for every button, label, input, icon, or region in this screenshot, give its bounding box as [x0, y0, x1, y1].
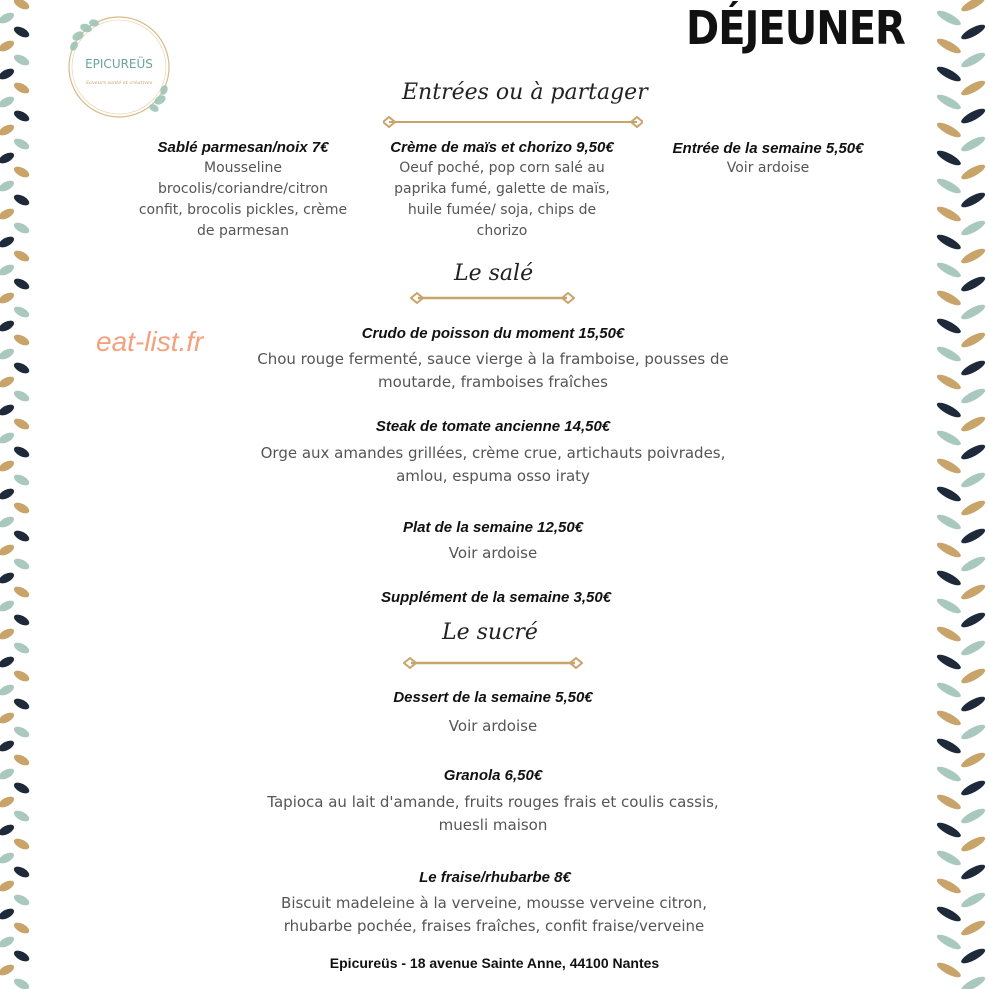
leaf-icon: [935, 876, 963, 896]
footer-address: Epicureüs - 18 avenue Sainte Anne, 44100 Nantes: [329, 955, 660, 971]
leaf-icon: [935, 764, 963, 784]
leaf-icon: [959, 246, 987, 266]
leaf-icon: [0, 122, 16, 137]
leaf-icon: [935, 820, 963, 840]
leaf-icon: [959, 50, 987, 70]
leaf-icon: [0, 66, 16, 81]
leaf-icon: [959, 526, 987, 546]
leaf-icon: [0, 514, 16, 529]
leaf-icon: [959, 190, 987, 210]
leaf-icon: [12, 668, 31, 683]
leaf-icon: [959, 918, 987, 938]
section-title-entrees: Entrées ou à partager: [402, 80, 648, 105]
leaf-icon: [935, 232, 963, 252]
leaf-icon: [12, 724, 31, 739]
leaf-icon: [0, 598, 16, 613]
logo: [64, 14, 174, 120]
leaf-icon: [959, 974, 987, 989]
leaf-icon: [959, 610, 987, 630]
leaf-icon: [0, 934, 16, 949]
leaf-icon: [12, 276, 31, 291]
leaf-icon: [0, 906, 16, 921]
dish-description: Chou rouge fermenté, sauce vierge à la framboise, pousses de moutarde, framboises fraîches: [257, 350, 729, 391]
leaf-icon: [935, 932, 963, 952]
right-leaf-border: [925, 0, 989, 989]
leaf-icon: [959, 162, 987, 182]
leaf-icon: [959, 274, 987, 294]
leaf-icon: [959, 750, 987, 770]
leaf-icon: [959, 554, 987, 574]
dish-description: Mousseline brocolis/coriandre/citron confit, brocolis pickles, crème de parmesan: [138, 160, 348, 239]
leaf-icon: [0, 346, 16, 361]
leaf-icon: [12, 808, 31, 823]
dish-description: Voir ardoise: [448, 717, 538, 735]
leaf-icon: [935, 316, 963, 336]
leaf-icon: [0, 710, 16, 725]
leaf-icon: [12, 640, 31, 655]
logo-tagline: Saveurs santé et créatives: [85, 80, 153, 86]
leaf-icon: [12, 500, 31, 515]
leaf-icon: [12, 332, 31, 347]
leaf-icon: [0, 94, 16, 109]
leaf-icon: [0, 738, 16, 753]
leaf-icon: [12, 444, 31, 459]
leaf-icon: [12, 780, 31, 795]
leaf-icon: [12, 892, 31, 907]
watermark: eat-list.fr: [96, 326, 204, 357]
leaf-icon: [12, 220, 31, 235]
leaf-icon: [935, 792, 963, 812]
leaf-icon: [935, 428, 963, 448]
leaf-icon: [0, 878, 16, 893]
leaf-icon: [12, 388, 31, 403]
dish-name: Supplément de la semaine 3,50€: [380, 589, 612, 606]
leaf-icon: [959, 498, 987, 518]
leaf-icon: [959, 666, 987, 686]
leaf-icon: [959, 442, 987, 462]
leaf-icon: [0, 430, 16, 445]
leaf-icon: [0, 150, 16, 165]
leaf-icon: [935, 120, 963, 140]
leaf-icon: [959, 0, 987, 14]
dish-description: Oeuf poché, pop corn salé au paprika fumé, galette de maïs, huile fumée/ soja, chips de chorizo: [394, 160, 610, 239]
dish-name: Le fraise/rhubarbe 8€: [419, 869, 571, 886]
leaf-icon: [935, 904, 963, 924]
leaf-icon: [0, 374, 16, 389]
leaf-icon: [959, 330, 987, 350]
leaf-icon: [935, 8, 963, 28]
leaf-icon: [959, 302, 987, 322]
leaf-icon: [959, 78, 987, 98]
leaf-icon: [0, 766, 16, 781]
leaf-icon: [0, 794, 16, 809]
dish-name: Dessert de la semaine 5,50€: [393, 689, 593, 706]
leaf-icon: [12, 920, 31, 935]
left-leaf-border: [0, 0, 40, 989]
leaf-icon: [959, 106, 987, 126]
leaf-icon: [12, 80, 31, 95]
leaf-icon: [935, 624, 963, 644]
leaf-icon: [935, 288, 963, 308]
dish-name: Crème de maïs et chorizo 9,50€: [390, 139, 614, 156]
leaf-icon: [0, 10, 16, 25]
leaf-icon: [935, 260, 963, 280]
leaf-icon: [959, 22, 987, 42]
leaf-icon: [935, 680, 963, 700]
leaf-icon: [935, 372, 963, 392]
leaf-icon: [959, 890, 987, 910]
leaf-icon: [935, 568, 963, 588]
dish-name: Steak de tomate ancienne 14,50€: [375, 418, 611, 435]
leaf-icon: [12, 752, 31, 767]
leaf-icon: [12, 836, 31, 851]
dish-description: Orge aux amandes grillées, crème crue, artichauts poivrades, amlou, espuma osso iraty: [260, 444, 726, 485]
leaf-icon: [935, 540, 963, 560]
leaf-icon: [935, 484, 963, 504]
dish-name: Sablé parmesan/noix 7€: [157, 139, 329, 156]
leaf-icon: [935, 92, 963, 112]
leaf-icon: [0, 850, 16, 865]
logo-text: EPICUREÜS: [85, 57, 153, 71]
leaf-icon: [0, 318, 16, 333]
leaf-icon: [0, 206, 16, 221]
leaf-icon: [12, 360, 31, 375]
leaf-icon: [12, 164, 31, 179]
dish-description: Biscuit madeleine à la verveine, mousse verveine citron, rhubarbe pochée, fraises fraîches, confit fraise/verveine: [281, 894, 707, 935]
section-title-sale: Le salé: [454, 261, 534, 286]
leaf-icon: [959, 218, 987, 238]
leaf-icon: [935, 176, 963, 196]
leaf-icon: [959, 358, 987, 378]
ornament-divider-icon: [410, 291, 575, 305]
leaf-icon: [12, 108, 31, 123]
dish-name: Crudo de poisson du moment 15,50€: [361, 325, 625, 342]
leaf-icon: [12, 52, 31, 67]
leaf-icon: [0, 486, 16, 501]
leaf-icon: [12, 248, 31, 263]
leaf-icon: [959, 778, 987, 798]
leaf-icon: [0, 402, 16, 417]
ornament-divider-icon: [383, 116, 643, 128]
leaf-icon: [959, 582, 987, 602]
menu-title: DÉJEUNER: [686, 2, 905, 56]
leaf-pattern-icon: [925, 0, 989, 989]
leaf-icon: [959, 386, 987, 406]
leaf-icon: [0, 542, 16, 557]
leaf-icon: [0, 290, 16, 305]
leaf-icon: [12, 304, 31, 319]
leaf-icon: [0, 626, 16, 641]
leaf-icon: [959, 414, 987, 434]
leaf-icon: [959, 722, 987, 742]
leaf-icon: [935, 204, 963, 224]
leaf-icon: [935, 400, 963, 420]
leaf-icon: [12, 136, 31, 151]
leaf-icon: [935, 64, 963, 84]
leaf-icon: [935, 148, 963, 168]
leaf-icon: [959, 694, 987, 714]
leaf-icon: [12, 976, 31, 989]
leaf-icon: [935, 736, 963, 756]
dish-description: Voir ardoise: [726, 160, 810, 176]
leaf-icon: [0, 654, 16, 669]
leaf-pattern-icon: [0, 0, 40, 989]
leaf-icon: [959, 862, 987, 882]
leaf-icon: [12, 864, 31, 879]
ornament-divider-icon: [403, 656, 583, 670]
leaf-icon: [935, 456, 963, 476]
leaf-icon: [12, 0, 31, 12]
leaf-icon: [12, 416, 31, 431]
leaf-icon: [0, 178, 16, 193]
leaf-icon: [12, 696, 31, 711]
leaf-icon: [12, 612, 31, 627]
dish-name: Plat de la semaine 12,50€: [402, 519, 584, 536]
dish-name: Granola 6,50€: [443, 767, 543, 784]
leaf-icon: [935, 848, 963, 868]
leaf-icon: [935, 708, 963, 728]
leaf-icon: [0, 822, 16, 837]
dish-description: Voir ardoise: [448, 544, 538, 562]
leaf-icon: [0, 234, 16, 249]
leaf-icon: [12, 556, 31, 571]
dish-name: Entrée de la semaine 5,50€: [672, 140, 864, 157]
leaf-icon: [935, 344, 963, 364]
leaf-icon: [935, 36, 963, 56]
leaf-icon: [12, 472, 31, 487]
leaf-icon: [935, 596, 963, 616]
leaf-icon: [959, 834, 987, 854]
leaf-icon: [0, 38, 16, 53]
leaf-icon: [12, 584, 31, 599]
leaf-icon: [0, 570, 16, 585]
leaf-icon: [0, 682, 16, 697]
leaf-icon: [959, 134, 987, 154]
leaf-icon: [12, 24, 31, 39]
leaf-icon: [959, 806, 987, 826]
leaf-icon: [959, 638, 987, 658]
leaf-icon: [935, 512, 963, 532]
leaf-icon: [935, 652, 963, 672]
leaf-icon: [12, 528, 31, 543]
leaf-icon: [0, 262, 16, 277]
section-title-sucre: Le sucré: [442, 620, 538, 645]
leaf-icon: [12, 192, 31, 207]
leaf-icon: [959, 470, 987, 490]
dish-description: Tapioca au lait d'amande, fruits rouges frais et coulis cassis, muesli maison: [267, 793, 719, 834]
leaf-icon: [0, 458, 16, 473]
